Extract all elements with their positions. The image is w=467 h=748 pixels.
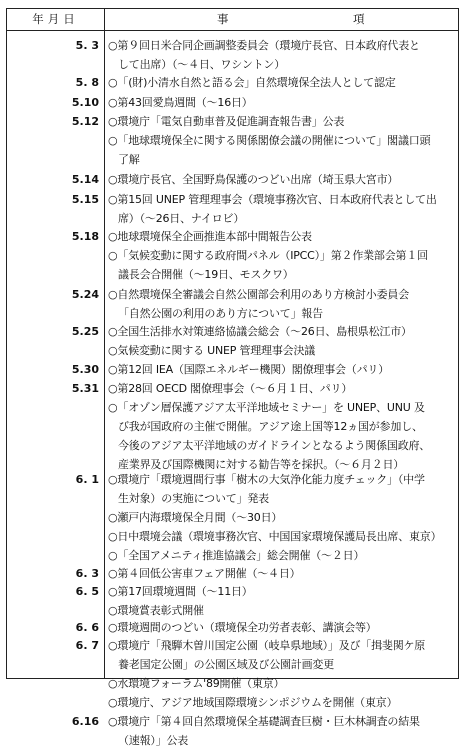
column-divider [104, 9, 105, 678]
event-line: ○環境庁長官、全国野鳥保護のつどい出席（埼玉県大宮市） [108, 173, 399, 186]
event-line: 養老国定公園」の公園区域及び公園計画変更 [118, 658, 334, 671]
date-column-header: 年月日 [32, 12, 79, 26]
event-line: ○第43回愛鳥週間（〜16日） [108, 96, 253, 109]
event-line: ○第９回日米合同企画調整委員会（環境庁長官、日本政府代表と [108, 39, 420, 52]
row-date: 5.18 [71, 230, 99, 243]
event-line: ○「気候変動に関する政府間パネル（IPCC）」第２作業部会第１回 [108, 249, 428, 262]
event-line: ○自然環境保全審議会自然公園部会利用のあり方検討小委員会 [108, 288, 409, 301]
event-line: ○環境庁「飛騨木曽川国定公園（岐阜県地域）」及び「揖斐関ケ原 [108, 639, 426, 652]
row-date: 6.16 [71, 715, 99, 728]
event-line: ○第28回 OECD 閣僚理事会（〜６月１日、パリ） [108, 382, 353, 395]
event-line: ○全国生活排水対策連絡協議会総会（〜26日、島根県松江市） [108, 325, 412, 338]
event-line: ○環境週間のつどい（環境保全功労者表彰、講演会等） [108, 621, 377, 634]
event-line: ○気候変動に関する UNEP 管理理事会決議 [108, 344, 316, 357]
event-header-char-2: 項 [353, 12, 365, 26]
row-date: 5. 3 [75, 39, 99, 52]
row-date: 5.14 [71, 173, 99, 186]
event-line: 了解 [118, 153, 140, 166]
event-line: ○日中環境会議（環境事務次官、中国国家環境保護局長出席、東京） [108, 530, 442, 543]
row-date: 5.24 [71, 288, 99, 301]
event-line: 生対象）の実施について」発表 [118, 492, 269, 505]
row-date: 5.12 [71, 115, 99, 128]
event-line: ○環境庁、アジア地域国際環境シンポジウムを開催（東京） [108, 696, 398, 709]
row-date: 5. 8 [75, 76, 99, 89]
event-line: ○環境庁「環境週間行事「樹木の大気浄化能力度チェック」（中学 [108, 473, 425, 486]
event-line: ○環境庁「第４回自然環境保全基礎調査巨樹・巨木林調査の結果 [108, 715, 420, 728]
event-line: ○瀬戸内海環境保全月間（〜30日） [108, 511, 283, 524]
row-date: 6. 1 [75, 473, 99, 486]
event-header-char-1: 事 [217, 12, 229, 26]
table-header [7, 9, 458, 31]
event-line: ○地球環境保全企画推進本部中間報告公表 [108, 230, 312, 243]
event-line: び我が国政府の主催で開催。アジア途上国等12ヵ国が参加し、 [118, 420, 423, 433]
event-line: して出席）（〜４日、ワシントン） [118, 58, 286, 71]
event-line: ○「(財)小清水自然と語る会」自然環境保全法人として認定 [108, 76, 396, 89]
event-line: 産業界及び国際機関に対する勧告等を採択。（〜６月２日） [118, 458, 405, 471]
event-line: ○環境庁「電気自動車普及促進調査報告書」公表 [108, 115, 345, 128]
row-date: 6. 3 [75, 567, 99, 580]
event-line: ○「全国アメニティ推進協議会」総会開催（〜２日） [108, 549, 365, 562]
row-date: 6. 6 [75, 621, 99, 634]
row-date: 5.31 [71, 382, 99, 395]
row-date: 5.10 [71, 96, 99, 109]
row-date: 6. 5 [75, 585, 99, 598]
event-line: 今後のアジア太平洋地域のガイドラインとなるよう関係国政府、 [118, 439, 431, 452]
event-line: （速報）」公表 [118, 734, 189, 747]
event-line: ○第15回 UNEP 管理理事会（環境事務次官、日本政府代表として出 [108, 193, 437, 206]
event-line: ○環境賞表彰式開催 [108, 604, 204, 617]
event-line: ○第17回環境週間（〜11日） [108, 585, 253, 598]
row-date: 6. 7 [75, 639, 99, 652]
event-line: 「自然公園の利用のあり方について」報告 [118, 307, 323, 320]
event-line: ○第４回低公害車フェア開催（〜４日） [108, 567, 301, 580]
event-line: ○水環境フォーラム'89開催（東京） [108, 677, 285, 690]
event-line: 席）（〜26日、ナイロビ） [118, 212, 245, 225]
row-date: 5.25 [71, 325, 99, 338]
chronology-table [6, 8, 459, 747]
event-line: ○「オゾン層保護アジア太平洋地域セミナー」を UNEP、UNU 及 [108, 401, 425, 414]
event-line: ○第12回 IEA（国際エネルギー機関）閣僚理事会（パリ） [108, 363, 390, 376]
row-date: 5.30 [71, 363, 99, 376]
row-date: 5.15 [71, 193, 99, 206]
event-line: ○「地球環境保全に関する関係閣僚会議の開催について」閣議口頭 [108, 134, 431, 147]
event-line: 議長会合開催（〜19日、モスクワ） [118, 268, 294, 281]
event-column-header [105, 9, 458, 30]
